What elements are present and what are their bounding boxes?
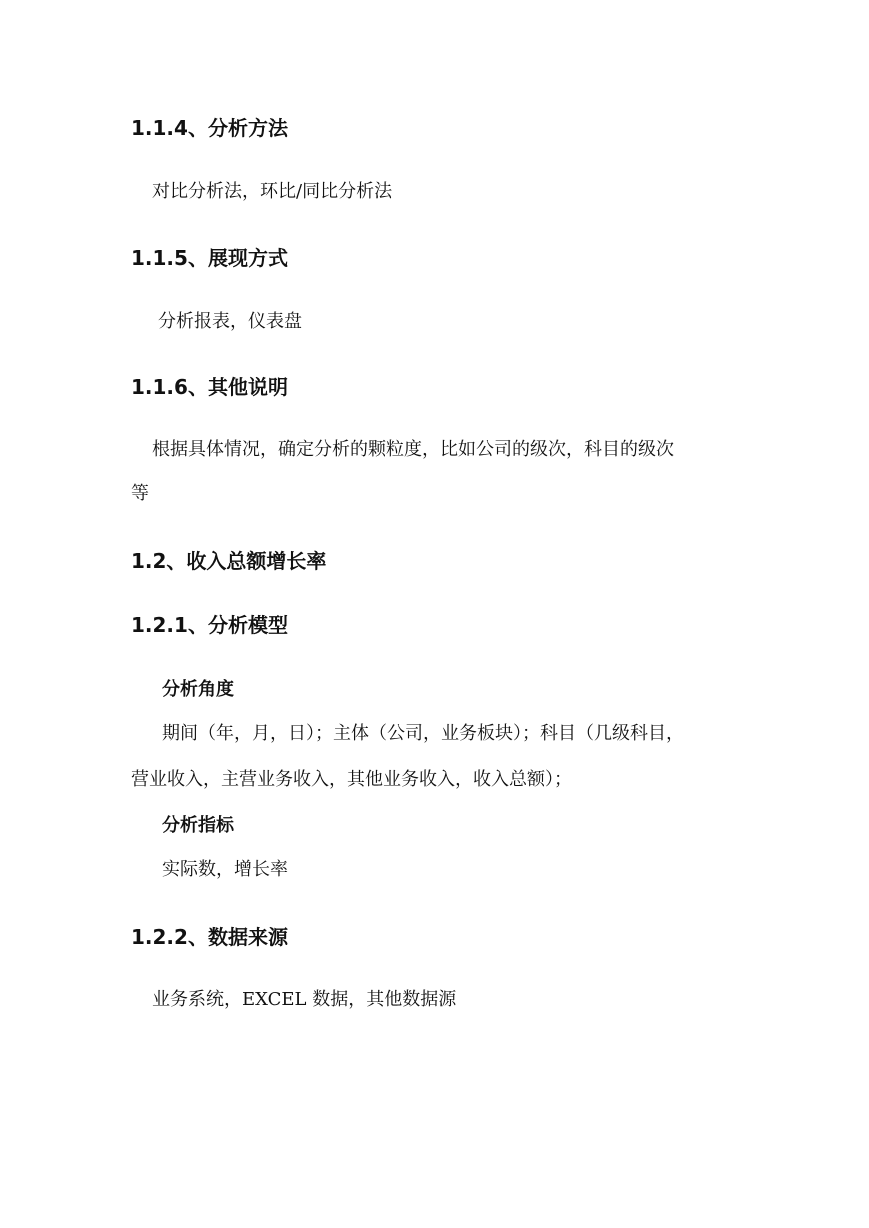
heading-1-1-4: 1.1.4、分析方法 — [131, 116, 288, 140]
heading-1-2: 1.2、收入总额增长率 — [131, 549, 327, 573]
paragraph-analysis-method: 对比分析法，环比/同比分析法 — [152, 181, 393, 202]
paragraph-data-source: 业务系统，EXCEL 数据，其他数据源 — [152, 989, 457, 1010]
heading-1-1-6: 1.1.6、其他说明 — [131, 375, 288, 399]
paragraph-other-notes-line2: 等 — [131, 483, 149, 504]
heading-1-2-2: 1.2.2、数据来源 — [131, 925, 288, 949]
paragraph-other-notes-line1: 根据具体情况，确定分析的颗粒度，比如公司的级次，科目的级次 — [152, 439, 674, 460]
label-analysis-indicator: 分析指标 — [162, 815, 234, 836]
label-analysis-angle: 分析角度 — [162, 679, 234, 700]
paragraph-display-method: 分析报表，仪表盘 — [158, 311, 302, 332]
heading-1-1-5: 1.1.5、展现方式 — [131, 246, 288, 270]
paragraph-analysis-indicator: 实际数，增长率 — [162, 859, 288, 880]
heading-1-2-1: 1.2.1、分析模型 — [131, 613, 288, 637]
paragraph-analysis-angle-line2: 营业收入，主营业务收入，其他业务收入，收入总额）； — [131, 769, 572, 790]
paragraph-analysis-angle-line1: 期间（年，月，日）；主体（公司，业务板块）；科目（几级科目， — [162, 723, 684, 744]
